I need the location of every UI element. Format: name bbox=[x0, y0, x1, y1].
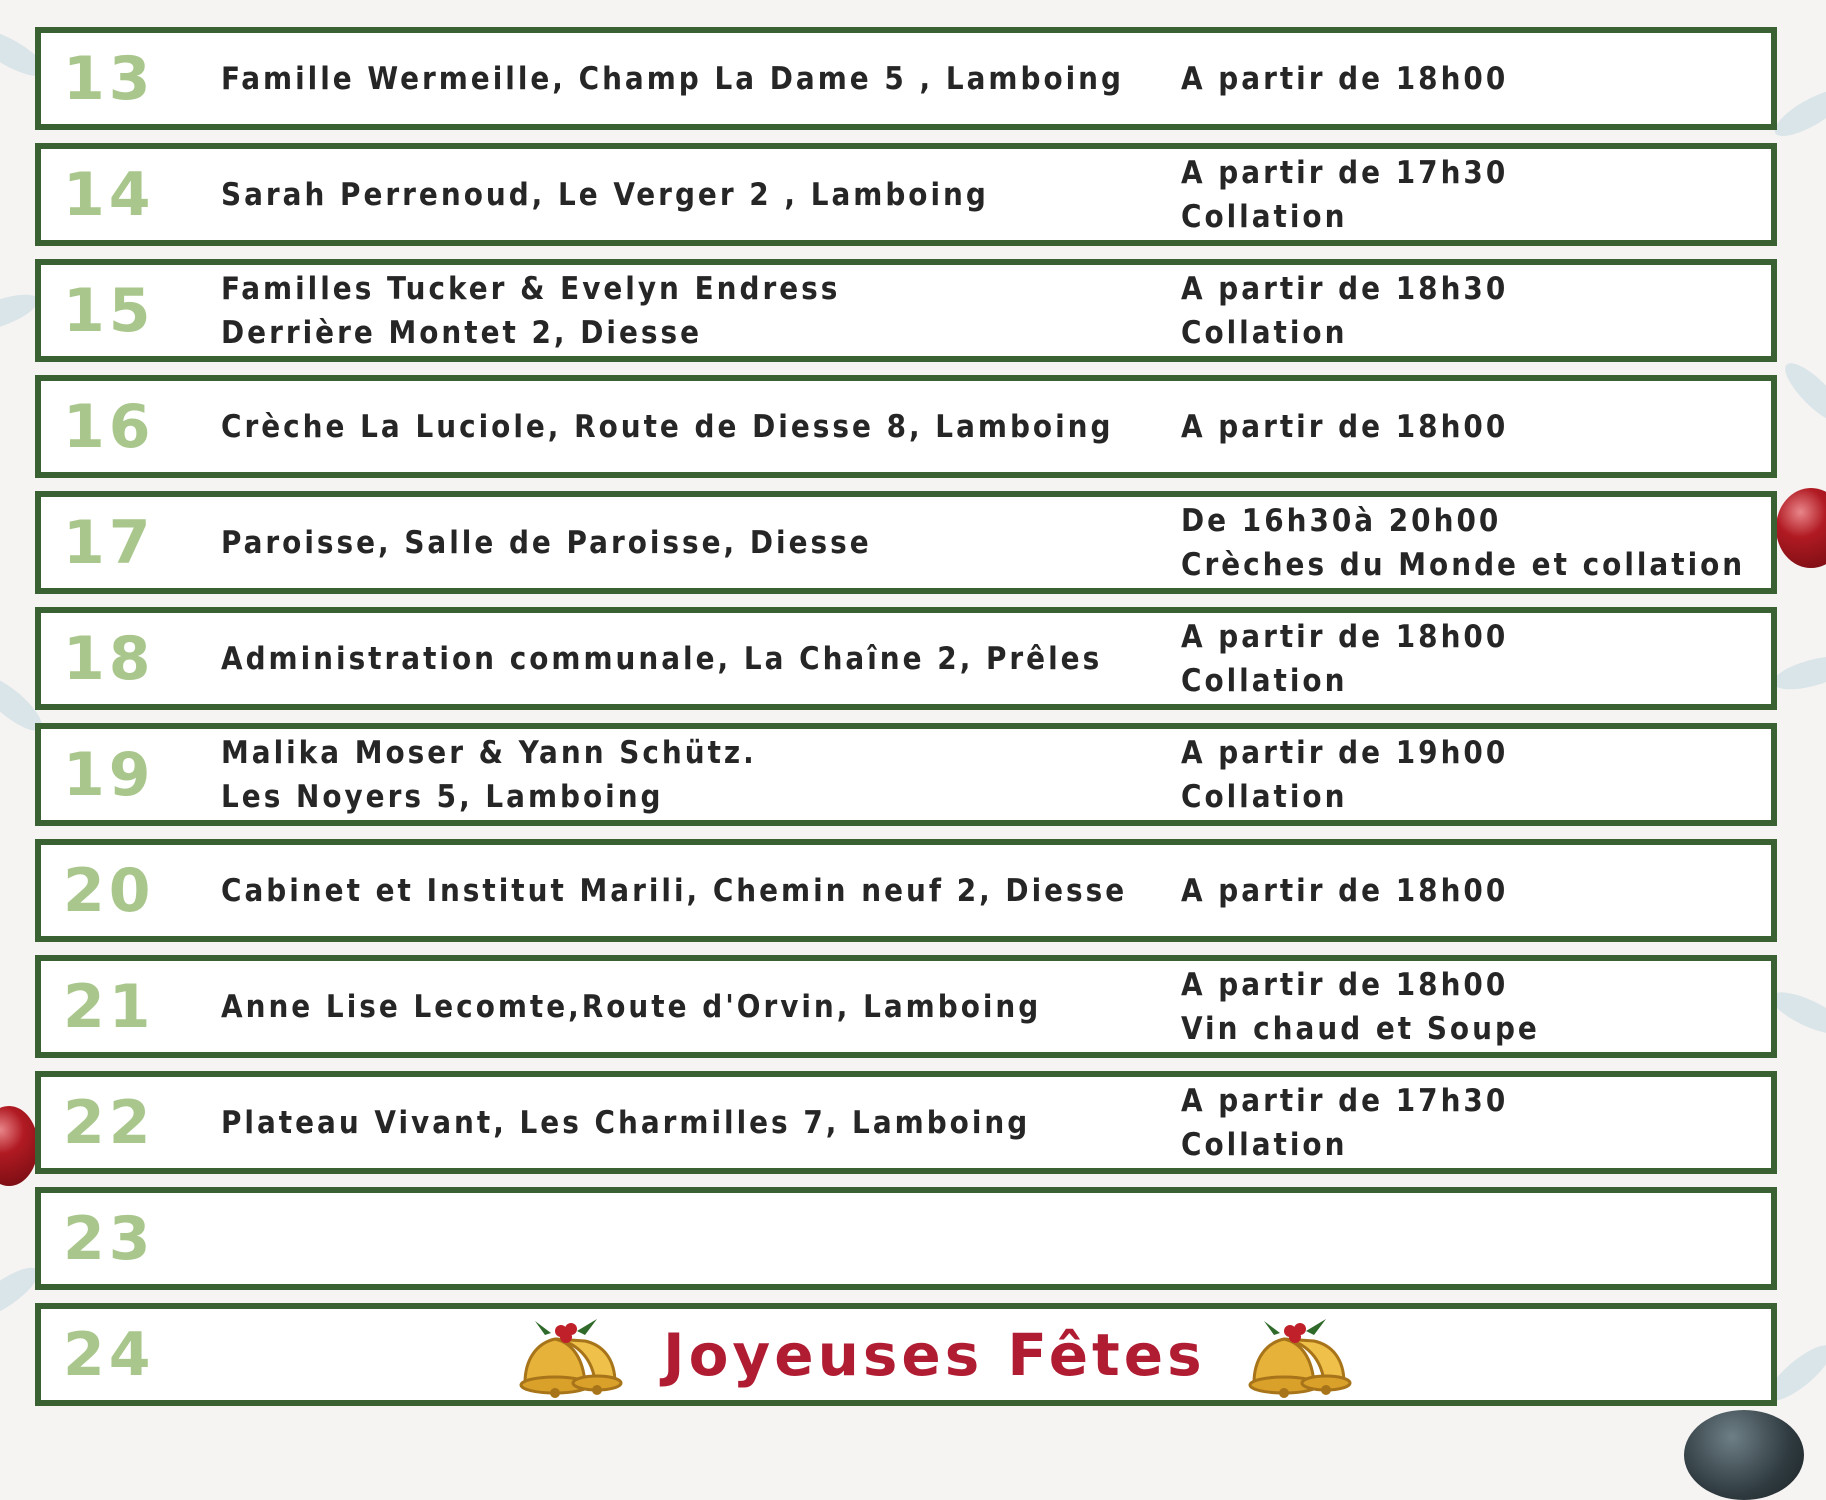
greeting-text: Joyeuses Fêtes bbox=[663, 1320, 1206, 1389]
table-row bbox=[35, 1303, 1777, 1406]
table-row bbox=[35, 839, 1777, 942]
schedule-text: A partir de 18h00 bbox=[1181, 872, 1509, 909]
day-number: 13 bbox=[63, 43, 155, 114]
day-number: 17 bbox=[63, 507, 155, 578]
table-row bbox=[35, 491, 1777, 594]
table-row bbox=[35, 607, 1777, 710]
day-number: 24 bbox=[63, 1319, 155, 1390]
schedule-text: De 16h30à 20h00 Crèches du Monde et collation bbox=[1181, 502, 1746, 583]
schedule-text: A partir de 18h00 bbox=[1181, 60, 1509, 97]
christmas-bells-icon bbox=[511, 1309, 629, 1401]
schedule-text: A partir de 17h30 Collation bbox=[1181, 154, 1509, 235]
location-text: Administration communale, La Chaîne 2, Prêles bbox=[221, 640, 1103, 677]
location-text: Sarah Perrenoud, Le Verger 2 , Lamboing bbox=[221, 176, 989, 213]
location-text: Famille Wermeille, Champ La Dame 5 , Lamboing bbox=[221, 60, 1124, 97]
location-text: Cabinet et Institut Marili, Chemin neuf 2, Diesse bbox=[221, 872, 1128, 909]
day-number: 23 bbox=[63, 1203, 155, 1274]
schedule-text: A partir de 18h00 bbox=[1181, 408, 1509, 445]
day-number: 16 bbox=[63, 391, 155, 462]
location-text: Malika Moser & Yann Schütz. Les Noyers 5, Lamboing bbox=[221, 734, 757, 815]
location-text: Familles Tucker & Evelyn Endress Derrière Montet 2, Diesse bbox=[221, 270, 841, 351]
day-number: 14 bbox=[63, 159, 155, 230]
day-number: 15 bbox=[63, 275, 155, 346]
table-row bbox=[35, 723, 1777, 826]
schedule-text: A partir de 18h00 Vin chaud et Soupe bbox=[1181, 966, 1540, 1047]
schedule-text: A partir de 18h30 Collation bbox=[1181, 270, 1509, 351]
location-text: Crèche La Luciole, Route de Diesse 8, Lamboing bbox=[221, 408, 1114, 445]
schedule-text: A partir de 19h00 Collation bbox=[1181, 734, 1509, 815]
table-row bbox=[35, 955, 1777, 1058]
table-row bbox=[35, 1187, 1777, 1290]
day-number: 18 bbox=[63, 623, 155, 694]
day-number: 19 bbox=[63, 739, 155, 810]
schedule-text: A partir de 18h00 Collation bbox=[1181, 618, 1509, 699]
greeting-banner bbox=[511, 1309, 1358, 1401]
schedule-text: A partir de 17h30 Collation bbox=[1181, 1082, 1509, 1163]
table-row bbox=[35, 1071, 1777, 1174]
location-text: Paroisse, Salle de Paroisse, Diesse bbox=[221, 524, 872, 561]
location-text: Plateau Vivant, Les Charmilles 7, Lamboing bbox=[221, 1104, 1031, 1141]
table-row bbox=[35, 143, 1777, 246]
day-number: 22 bbox=[63, 1087, 155, 1158]
day-number: 21 bbox=[63, 971, 155, 1042]
day-number: 20 bbox=[63, 855, 155, 926]
table-row bbox=[35, 375, 1777, 478]
christmas-bells-icon bbox=[1240, 1309, 1358, 1401]
table-row bbox=[35, 27, 1777, 130]
table-row bbox=[35, 259, 1777, 362]
location-text: Anne Lise Lecomte,Route d'Orvin, Lamboing bbox=[221, 988, 1042, 1025]
